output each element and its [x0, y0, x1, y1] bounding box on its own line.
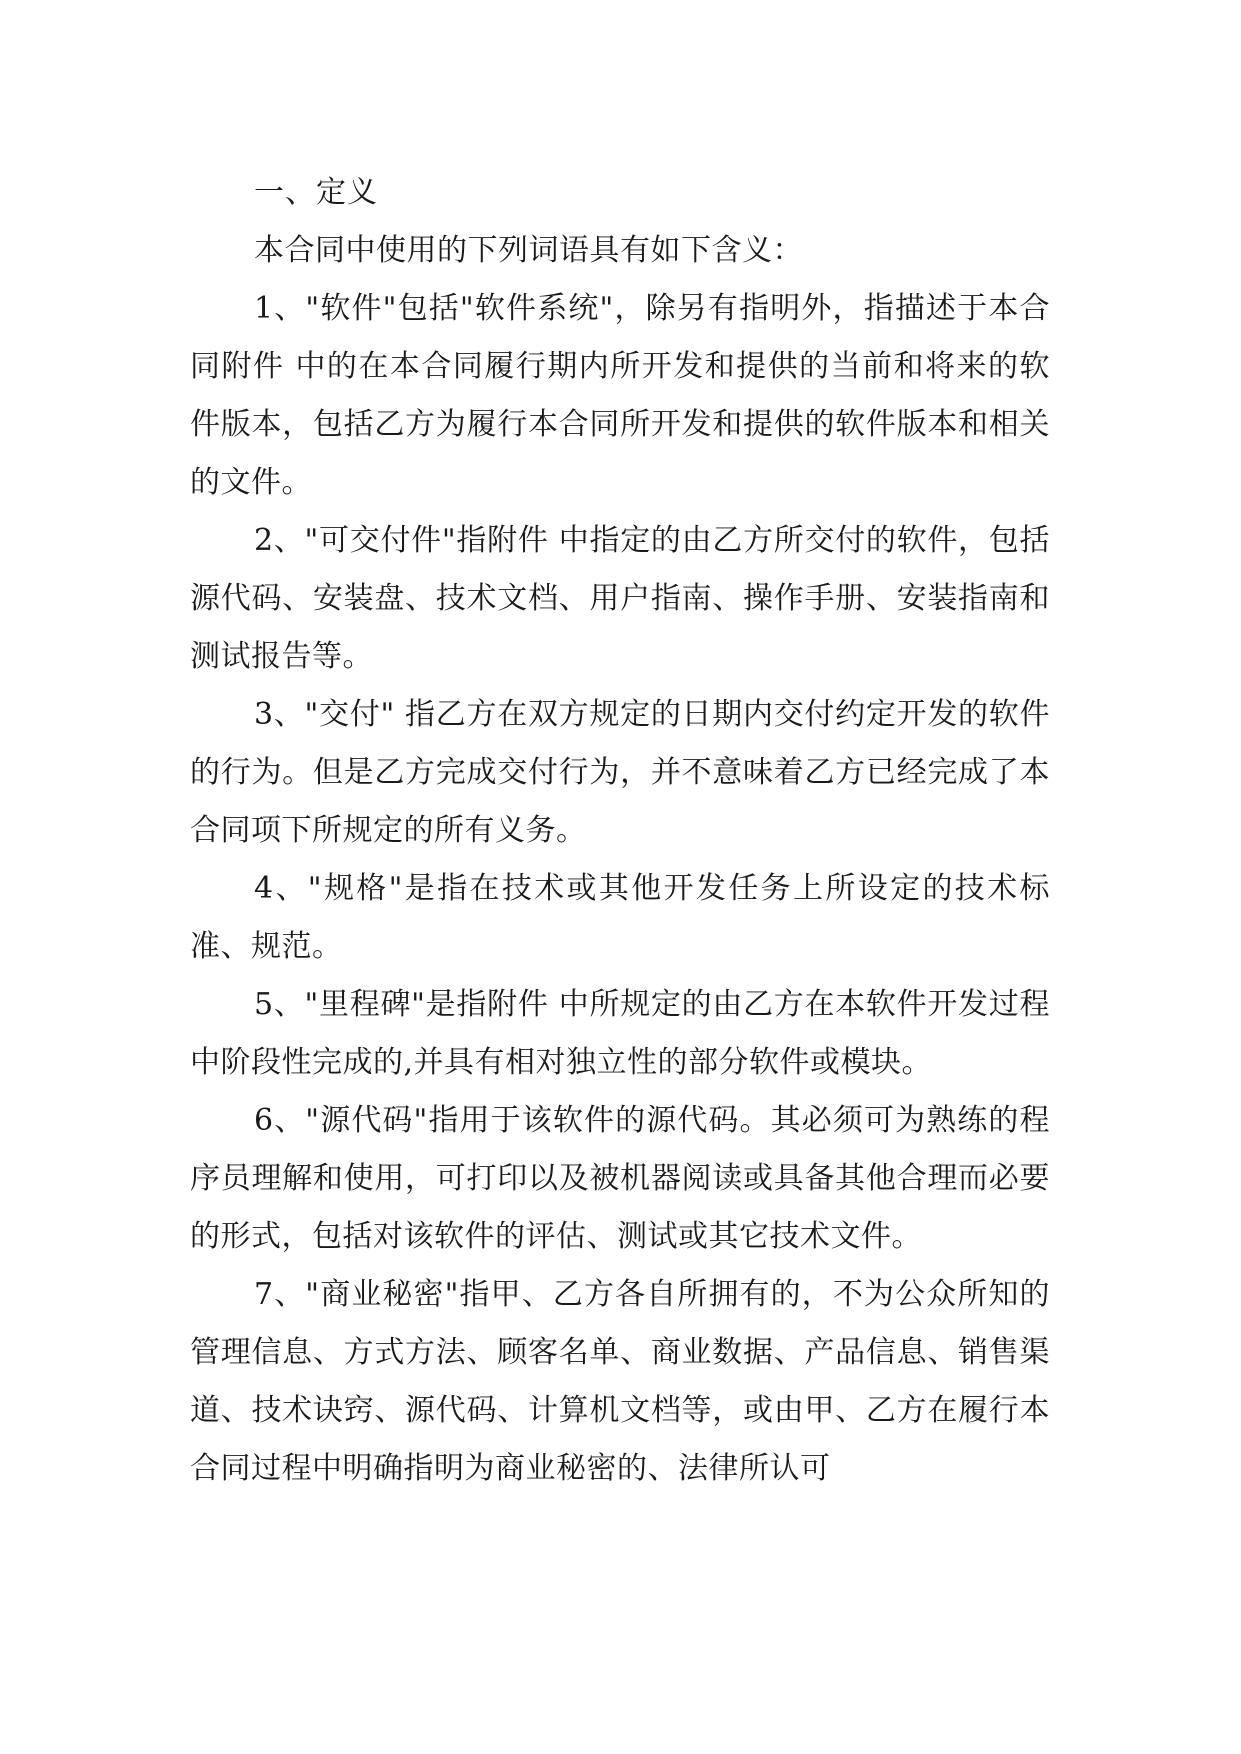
section-heading: 一、定义 [254, 175, 378, 210]
definition-item-4: 4、"规格"是指在技术或其他开发任务上所设定的技术标准、规范。 [190, 871, 1050, 964]
definition-item-6: 6、"源代码"指用于该软件的源代码。其必须可为熟练的程序员理解和使用，可打印以及被机器阅读或具备其他合理而必要的形式，包括对该软件的评估、测试或其它技术文件。 [190, 1103, 1050, 1254]
intro-paragraph: 本合同中使用的下列词语具有如下含义： [254, 233, 803, 268]
definition-item-1: 1、"软件"包括"软件系统"，除另有指明外，指描述于本合同附件 中的在本合同履行期内所开发和提供的当前和将来的软件版本，包括乙方为履行本合同所开发和提供的软件版本和相关的文件。 [190, 291, 1050, 500]
definition-item-7: 7、"商业秘密"指甲、乙方各自所拥有的，不为公众所知的管理信息、方式方法、顾客名单、商业数据、产品信息、销售渠道、技术诀窍、源代码、计算机文档等，或由甲、乙方在履行本合同过程中明确指明为商业秘密的、法律所认可 [190, 1277, 1050, 1486]
document-body [190, 164, 1050, 1498]
definition-item-2: 2、"可交付件"指附件 中指定的由乙方所交付的软件，包括源代码、安装盘、技术文档、用户指南、操作手册、安装指南和测试报告等。 [190, 523, 1050, 674]
definition-item-3: 3、"交付" 指乙方在双方规定的日期内交付约定开发的软件的行为。但是乙方完成交付行为，并不意味着乙方已经完成了本合同项下所规定的所有义务。 [190, 697, 1050, 848]
definition-item-5: 5、"里程碑"是指附件 中所规定的由乙方在本软件开发过程中阶段性完成的,并具有相对独立性的部分软件或模块。 [190, 987, 1050, 1080]
